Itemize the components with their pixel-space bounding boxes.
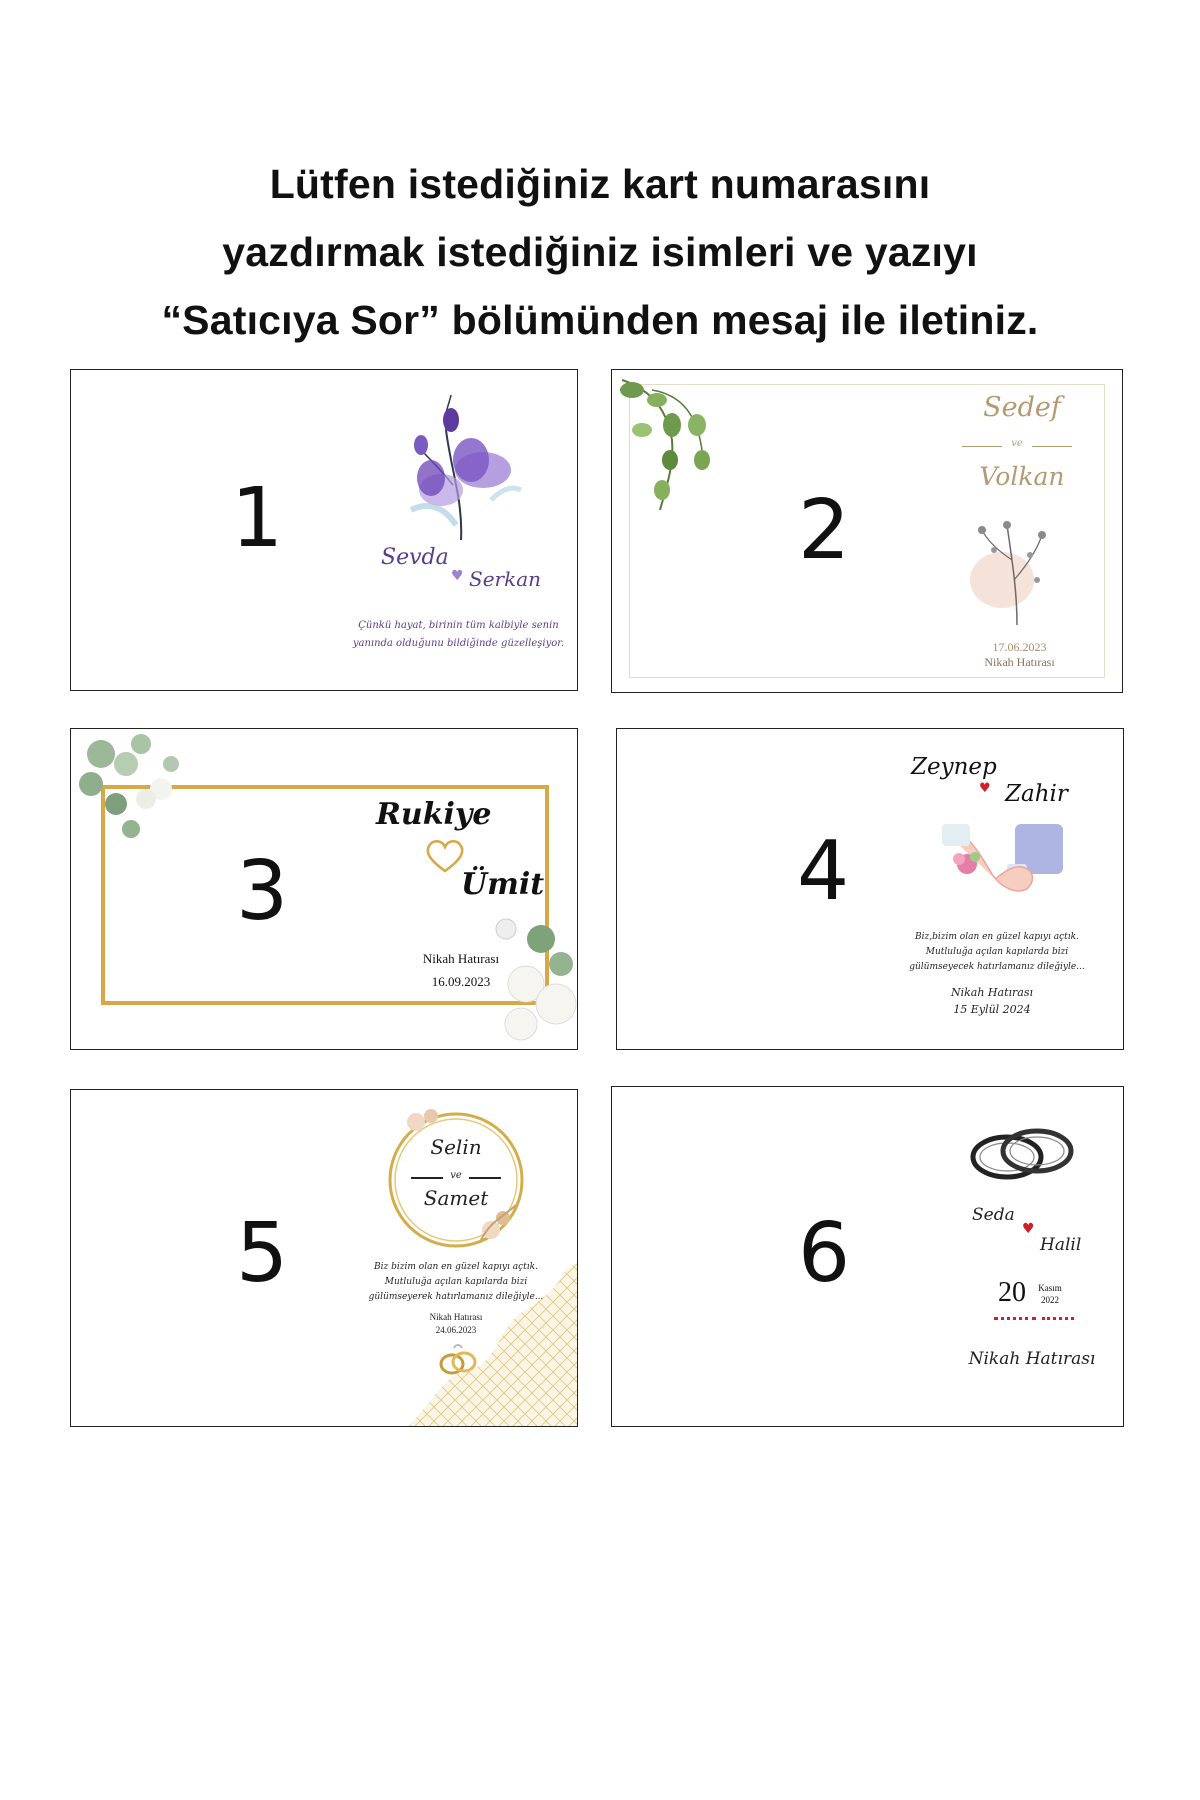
card-number: 2 xyxy=(798,483,851,578)
name-2: Samet xyxy=(423,1186,489,1210)
date: 16.09.2023 xyxy=(431,974,491,989)
divider-left xyxy=(411,1177,443,1179)
month: Kasım xyxy=(1038,1283,1062,1293)
heart-icon: ♥ xyxy=(979,781,991,796)
instructions-line-1: Lütfen istediğiniz kart numarasını xyxy=(269,161,931,207)
name-1: Rukiye xyxy=(376,797,492,832)
instructions-line-2: yazdırmak istediğiniz isimleri ve yazıyı xyxy=(222,229,978,275)
connector: ve xyxy=(1011,438,1023,449)
card-6[interactable] xyxy=(611,1086,1124,1427)
instructions-heading xyxy=(0,150,1200,354)
hands-icon xyxy=(937,819,1067,919)
caption: Nikah Hatırası xyxy=(422,951,500,966)
message-line-3: gülümseyecek hatırlamanız dileğiyle... xyxy=(909,962,1085,972)
card-2[interactable] xyxy=(611,369,1123,693)
message-line-1: Biz bizim olan en güzel kapıyı açtık. xyxy=(374,1262,538,1272)
cotton-flower-icon xyxy=(491,909,578,1049)
name-2: Ümit xyxy=(461,867,545,902)
divider-left xyxy=(962,446,1002,447)
dried-flower-icon xyxy=(962,510,1072,630)
date: 15 Eylül 2024 xyxy=(953,1003,1031,1016)
message-line-1: Biz,bizim olan en güzel kapıyı açtık. xyxy=(915,932,1079,942)
card-number: 1 xyxy=(231,471,284,566)
gold-pattern-icon xyxy=(406,1260,578,1427)
year: 2022 xyxy=(1041,1295,1059,1305)
name-2: Zahir xyxy=(1005,781,1068,807)
wedding-rings-icon xyxy=(967,1117,1077,1187)
heart-icon: ♥ xyxy=(451,568,464,584)
card-number: 3 xyxy=(236,844,289,939)
caption: Nikah Hatırası xyxy=(968,1349,1096,1369)
message-line-2: yanında olduğunu bildiğinde güzelleşiyor. xyxy=(352,638,565,649)
divider-right xyxy=(1032,446,1072,447)
day: 20 xyxy=(998,1277,1026,1308)
instructions-line-3: “Satıcıya Sor” bölümünden mesaj ile iletiniz. xyxy=(161,297,1039,343)
caption: Nikah Hatırası xyxy=(429,1312,483,1322)
card-number: 6 xyxy=(798,1206,851,1301)
message-line-2: Mutluluğa açılan kapılarda bizi xyxy=(384,1277,528,1287)
name-1: Sedef xyxy=(983,392,1061,423)
red-dots-right xyxy=(1042,1317,1074,1320)
date: 24.06.2023 xyxy=(435,1325,477,1335)
name-2: Volkan xyxy=(979,462,1065,491)
name-1: Zeynep xyxy=(911,754,997,780)
eucalyptus-icon xyxy=(71,729,196,849)
name-1: Seda xyxy=(972,1205,1015,1225)
message-line-1: Çünkü hayat, birinin tüm kalbiyle senin xyxy=(358,620,559,631)
card-1[interactable] xyxy=(70,369,578,691)
divider-right xyxy=(469,1177,501,1179)
card-number: 5 xyxy=(236,1206,289,1301)
card-3[interactable] xyxy=(70,728,578,1050)
message-line-2: Mutluluğa açılan kapılarda bizi xyxy=(925,947,1069,957)
date: 17.06.2023 xyxy=(992,640,1047,654)
caption: Nikah Hatırası xyxy=(950,986,1034,999)
vine-icon xyxy=(612,370,722,520)
red-dots-left xyxy=(994,1317,1036,1320)
caption: Nikah Hatırası xyxy=(984,655,1055,669)
heart-icon: ♥ xyxy=(1022,1221,1035,1237)
card-number: 4 xyxy=(797,824,850,919)
message-line-3: gülümseyerek hatırlamanız dileğiyle... xyxy=(368,1292,544,1302)
name-1: Selin xyxy=(430,1135,482,1159)
connector: ve xyxy=(450,1170,462,1181)
name-1: Sevda xyxy=(381,545,449,570)
flower-icon xyxy=(391,390,531,550)
name-2: Halil xyxy=(1040,1235,1082,1255)
name-2: Serkan xyxy=(469,567,542,591)
card-5[interactable] xyxy=(70,1089,578,1427)
card-4[interactable] xyxy=(616,728,1124,1050)
